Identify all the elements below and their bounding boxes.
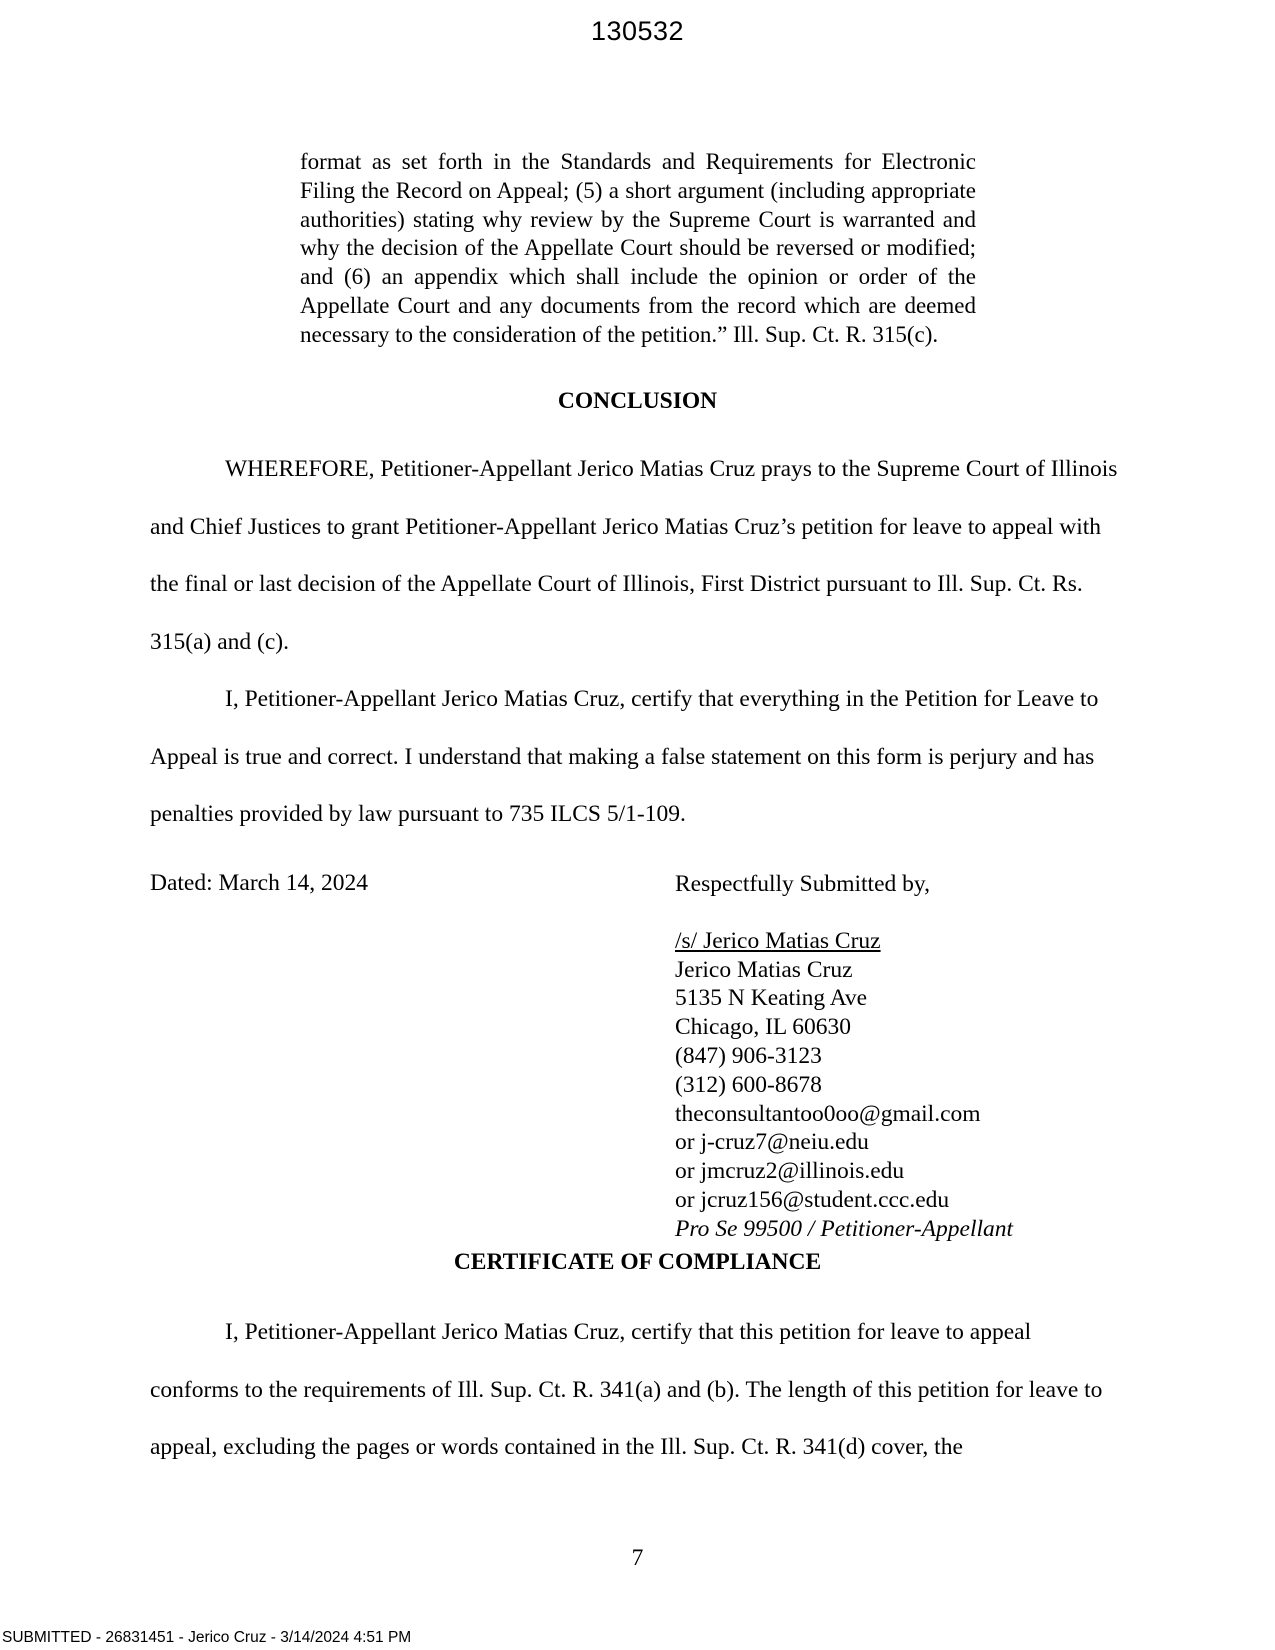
email-ccc: or jcruz156@student.ccc.edu: [675, 1186, 950, 1213]
conclusion-heading: CONCLUSION: [557, 388, 718, 414]
conclusion-paragraph-certify: I, Petitioner-Appellant Jerico Matias Cruz, certify that everything in the Petition for Leave to Appeal is true and correct. I understand that making a false statement on this form is perjury and has penalties provided by law pursuant to 735 ILCS 5/1-109.: [150, 686, 1099, 827]
email-neiu: or j-cruz7@neiu.edu: [675, 1129, 869, 1156]
page-number: 7: [631, 1545, 644, 1571]
address-city: Chicago, IL 60630: [675, 1014, 851, 1041]
certificate-body: [150, 1304, 1122, 1477]
email-primary: theconsultantoo0oo@gmail.com: [675, 1100, 981, 1127]
signature-line: /s/ Jerico Matias Cruz: [675, 927, 881, 954]
submission-stamp: SUBMITTED - 26831451 - Jerico Cruz - 3/14/2024 4:51 PM: [2, 1629, 412, 1646]
email-illinois: or jmcruz2@illinois.edu: [675, 1158, 905, 1185]
signer-role: Pro Se 99500 / Petitioner-Appellant: [675, 1215, 1014, 1242]
signer-name: Jerico Matias Cruz: [675, 956, 853, 983]
signature-block: [675, 870, 1013, 1244]
phone-primary: (847) 906-3123: [675, 1042, 822, 1069]
phone-secondary: (312) 600-8678: [675, 1071, 822, 1098]
address-street: 5135 N Keating Ave: [675, 985, 868, 1012]
dated-line: Dated: March 14, 2024: [150, 870, 368, 896]
certificate-heading: CERTIFICATE OF COMPLIANCE: [453, 1249, 822, 1275]
conclusion-body: [150, 441, 1122, 844]
certificate-paragraph: I, Petitioner-Appellant Jerico Matias Cruz, certify that this petition for leave to appeal conforms to the requirements of Ill. Sup. Ct. R. 341(a) and (b). The length of this petition for leave to appeal, excluding the pages or words contained in the Ill. Sup. Ct. R. 341(d) cover, the: [150, 1319, 1103, 1460]
respectfully-submitted: Respectfully Submitted by,: [675, 871, 930, 897]
case-number: 130532: [590, 16, 685, 46]
conclusion-paragraph-wherefore: WHEREFORE, Petitioner-Appellant Jerico Matias Cruz prays to the Supreme Court of Illinois and Chief Justices to grant Petitioner-Appellant Jerico Matias Cruz’s petition for leave to appeal with the final or last decision of the Appellate Court of Illinois, First District pursuant to Ill. Sup. Ct. Rs. 315(a) and (c).: [150, 456, 1118, 655]
block-quote: [300, 148, 976, 350]
quote-text: format as set forth in the Standards and Requirements for Electronic Filing the Record on Appeal; (5) a short argument (including appropriate authorities) stating why review by the Supreme Court is warranted and why the decision of the Appellate Court should be reversed or modified; and (6) an appendix which shall include the opinion or order of the Appellate Court and any documents from the record which are deemed necessary to the consideration of the petition.” Ill. Sup. Ct. R. 315(c).: [300, 149, 976, 347]
